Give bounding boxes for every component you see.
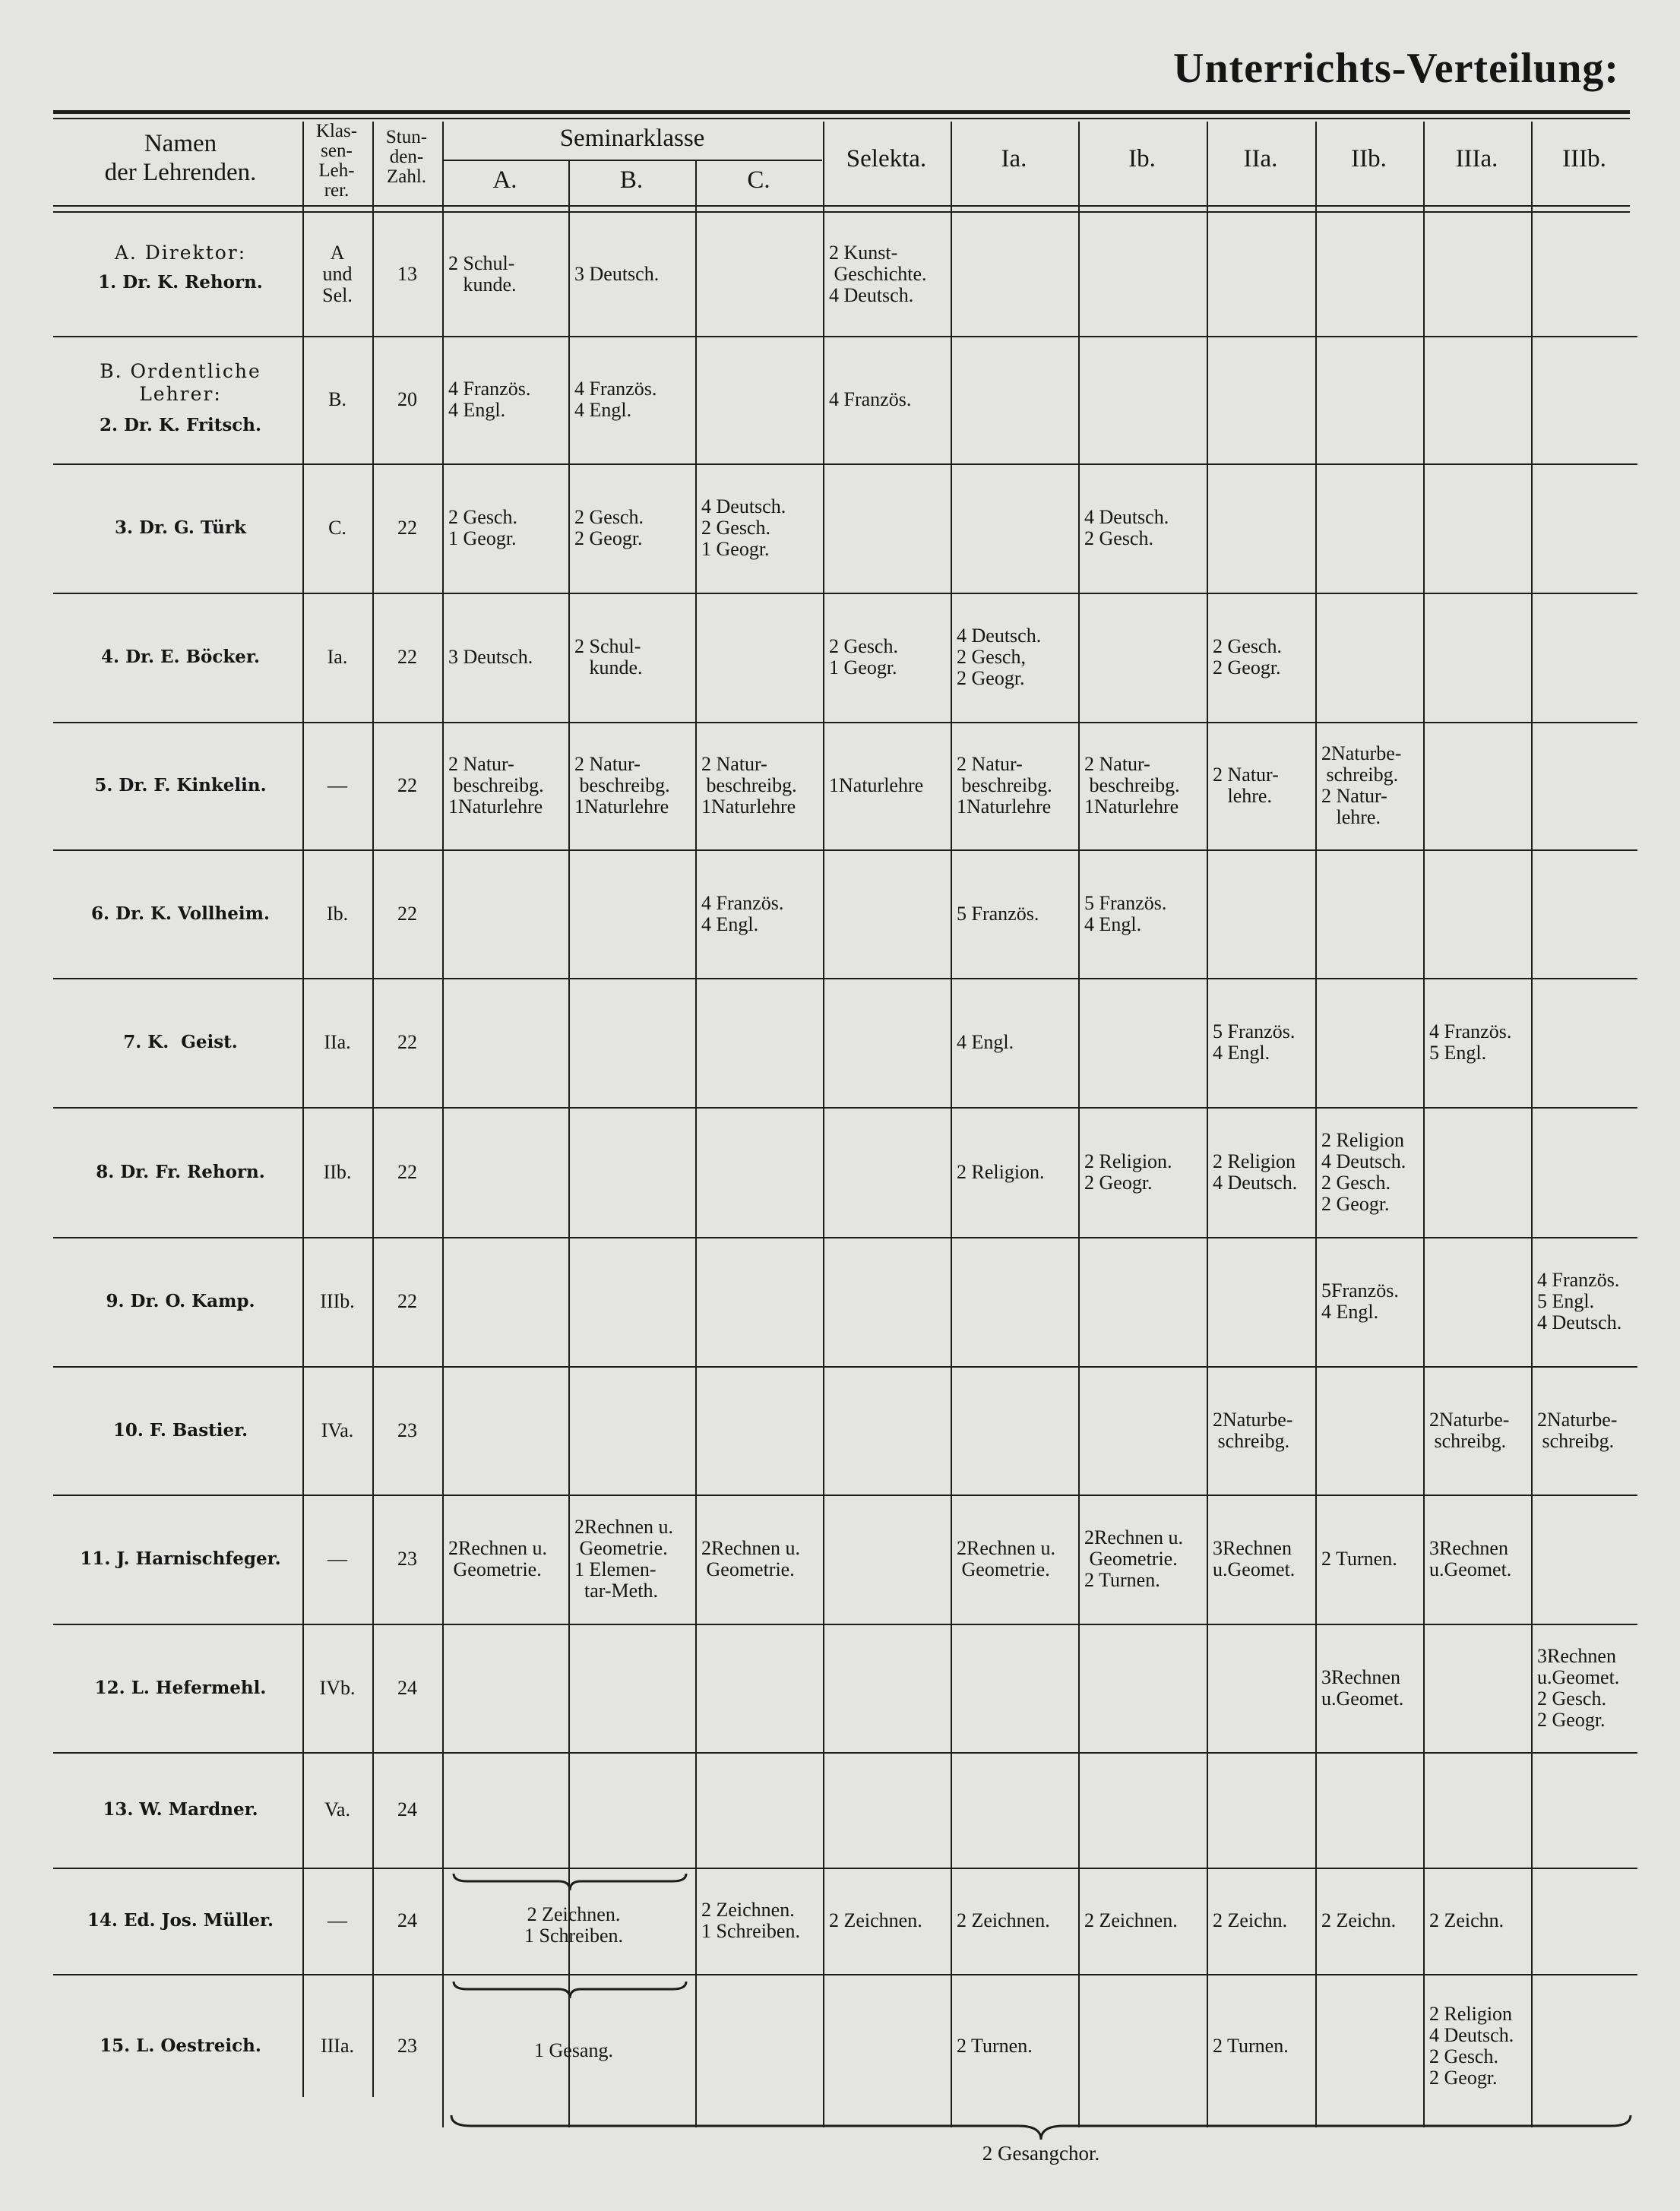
cell-ib: 2 Zeichnen. [1084,1909,1178,1931]
top-rule-thin [53,118,1630,119]
cell-iiia: 2Naturbe- schreibg. [1429,1408,1510,1452]
header-stundenzahl: Stun- den- Zahl. [385,127,428,187]
header-iib: IIb. [1351,145,1387,172]
cell-st: 24 [397,1909,417,1931]
cell-c: 2 Zeichnen. 1 Schreiben. [701,1899,800,1942]
cell-a: 3 Deutsch. [448,646,533,668]
cell-a: 2 Gesch. 1 Geogr. [448,506,517,549]
header-iiib: IIIb. [1562,145,1606,172]
cell-st: 22 [397,902,417,925]
cell-kl: Ib. [326,902,349,925]
row-rule [53,722,1637,723]
cell-st: 24 [397,1798,417,1820]
cell-st: 13 [397,263,417,285]
row-rule [53,1107,1637,1109]
cell-kl: IIIb. [320,1290,355,1312]
cell-kl: — [327,1909,347,1931]
cell-iia: 2Naturbe- schreibg. [1213,1408,1293,1452]
cell-iiia: 4 Französ. 5 Engl. [1429,1020,1512,1064]
cell-iia: 2 Religion 4 Deutsch. [1213,1150,1298,1194]
cell-sel: 1Naturlehre [829,774,924,796]
column-rule [1423,122,1425,2127]
teacher-name: 6. Dr. K. Vollheim. [91,903,270,924]
cell-ib: 4 Deutsch. 2 Gesch. [1084,506,1169,549]
cell-iiib: 4 Französ. 5 Engl. 4 Deutsch. [1537,1269,1622,1333]
cell-kl: C. [328,517,346,539]
column-rule [1207,122,1208,2127]
teacher-name: 1. Dr. K. Rehorn. [98,272,263,293]
cell-kl: IIb. [323,1160,352,1183]
category-direktor: A. Direktor: [114,242,247,264]
row-rule [53,1495,1637,1496]
cell-b: 2 Natur- beschreibg. 1Naturlehre [574,753,670,818]
teacher-name: 10. F. Bastier. [112,1419,248,1441]
cell-b: 2 Schul- kunde. [574,635,643,678]
brace-sem-ab-row14 [452,1871,688,1893]
cell-ia: 2 Turnen. [957,2035,1033,2057]
cell-st: 24 [397,1676,417,1699]
cell-ib: 2 Natur- beschreibg. 1Naturlehre [1084,753,1180,818]
row-rule [53,463,1637,465]
cell-iia: 3Rechnen u.Geomet. [1213,1537,1296,1580]
row-rule [53,1366,1637,1368]
row-rule [53,336,1637,337]
teacher-name: 15. L. Oestreich. [100,2035,261,2056]
cell-kl: A und Sel. [322,242,353,306]
cell-ia: 5 Französ. [957,902,1039,925]
header-klassenlehrer: Klas- sen- Leh- rer. [315,121,358,201]
teacher-name: 4. Dr. E. Böcker. [101,647,260,667]
column-rule [1531,122,1533,2127]
row-rule [53,849,1637,851]
header-iia: IIa. [1243,145,1278,172]
seminar-subheader-rule [442,160,822,161]
cell-a: 2 Schul- kunde. [448,252,517,296]
cell-kl: Ia. [327,646,348,668]
column-rule [951,122,952,2127]
cell-iiia: 2 Zeichn. [1429,1909,1504,1931]
cell-iib: 2 Turnen. [1321,1548,1397,1570]
row-rule [53,978,1637,979]
cell-kl: IIIa. [320,2035,354,2057]
cell-iib: 3Rechnen u.Geomet. [1321,1665,1404,1710]
cell-ia: 4 Deutsch. 2 Gesch, 2 Geogr. [957,625,1042,689]
cell-st: 23 [397,2035,417,2057]
teacher-name: 7. K. Geist. [123,1032,238,1052]
cell-iia: 5 Französ. 4 Engl. [1213,1020,1296,1064]
top-rule-thick [53,110,1630,114]
cell-c: 2 Natur- beschreibg. 1Naturlehre [701,753,797,818]
cell-iib: 2 Zeichn. [1321,1909,1397,1931]
cell-sel: 2 Gesch. 1 Geogr. [829,635,898,678]
cell-kl: B. [328,388,346,410]
cell-ib: 5 Französ. 4 Engl. [1084,891,1167,935]
header-sem-a: A. [492,166,517,194]
row-rule [53,1868,1637,1869]
cell-iia: 2 Gesch. 2 Geogr. [1213,635,1282,678]
cell-seminar-ab: 1 Gesang. [534,2039,613,2061]
column-rule [568,160,570,2127]
header-names: Namen der Lehrenden. [104,130,257,186]
cell-st: 22 [397,646,417,668]
cell-kl: — [327,774,347,796]
row-rule [53,593,1637,594]
teacher-name: 8. Dr. Fr. Rehorn. [96,1161,265,1182]
header-sem-c: C. [747,166,770,194]
cell-st: 23 [397,1419,417,1441]
cell-a: 4 Französ. 4 Engl. [448,378,531,421]
cell-ia: 4 Engl. [957,1031,1014,1053]
column-rule [1315,122,1317,2127]
cell-iiia: 3Rechnen u.Geomet. [1429,1537,1512,1580]
cell-ib: 2 Religion. 2 Geogr. [1084,1150,1172,1194]
cell-st: 22 [397,1160,417,1183]
header-bottom-rule-2 [53,211,1630,213]
cell-sel: 4 Französ. [829,388,912,410]
cell-a: 2Rechnen u. Geometrie. [448,1537,547,1580]
cell-iia: 2 Natur- lehre. [1213,764,1279,807]
cell-kl: IVa. [321,1419,354,1441]
cell-ia: 2Rechnen u. Geometrie. [957,1537,1055,1580]
cell-c: 4 Französ. 4 Engl. [701,891,784,935]
page-title: Unterrichts-Verteilung: [1172,45,1619,92]
teacher-name: 5. Dr. F. Kinkelin. [94,775,267,796]
cell-sel: 2 Zeichnen. [829,1909,922,1931]
brace-gesangchor [448,2114,1634,2144]
cell-b: 4 Französ. 4 Engl. [574,378,657,421]
cell-iib: 2 Religion 4 Deutsch. 2 Gesch. 2 Geogr. [1321,1128,1406,1215]
cell-kl: Va. [324,1798,350,1820]
cell-iia: 2 Zeichn. [1213,1909,1288,1931]
cell-b: 3 Deutsch. [574,263,660,285]
column-rule [823,122,824,2127]
cell-kl: — [327,1548,347,1570]
cell-c: 2Rechnen u. Geometrie. [701,1537,800,1580]
cell-iiia: 2 Religion 4 Deutsch. 2 Gesch. 2 Geogr. [1429,2003,1514,2089]
row-rule [53,1752,1637,1754]
cell-st: 22 [397,1031,417,1053]
cell-iib: 5Französ. 4 Engl. [1321,1279,1399,1323]
teacher-name: 14. Ed. Jos. Müller. [87,1910,274,1931]
cell-iia: 2 Turnen. [1213,2035,1289,2057]
teacher-name: 13. W. Mardner. [103,1799,258,1820]
cell-ib: 2Rechnen u. Geometrie. 2 Turnen. [1084,1526,1183,1591]
teacher-name: 11. J. Harnischfeger. [80,1548,281,1569]
column-rule [695,160,697,2127]
cell-iib: 2Naturbe- schreibg. 2 Natur- lehre. [1321,742,1402,828]
cell-ia: 2 Natur- beschreibg. 1Naturlehre [957,753,1052,818]
cell-st: 20 [397,388,417,410]
cell-iiib: 2Naturbe- schreibg. [1537,1408,1618,1452]
teacher-name: 2. Dr. K. Fritsch. [99,415,262,435]
cell-st: 22 [397,517,417,539]
brace-sem-ab-row15 [452,1979,688,2001]
teacher-name: 9. Dr. O. Kamp. [106,1291,255,1311]
cell-kl: IVb. [319,1676,356,1699]
header-iiia: IIIa. [1455,145,1498,172]
cell-a: 2 Natur- beschreibg. 1Naturlehre [448,753,544,818]
cell-ia: 2 Zeichnen. [957,1909,1050,1931]
cell-sel: 2 Kunst- Geschichte. 4 Deutsch. [829,242,927,306]
column-rule [1078,122,1080,2127]
header-sem-b: B. [619,166,644,194]
header-ib: Ib. [1128,145,1156,172]
teacher-name: 12. L. Hefermehl. [94,1677,267,1698]
cell-ia: 2 Religion. [957,1160,1045,1183]
cell-iiib: 3Rechnen u.Geomet. 2 Gesch. 2 Geogr. [1537,1644,1620,1731]
cell-seminar-ab: 2 Zeichnen. 1 Schreiben. [524,1903,623,1947]
category-ordentliche-lehrer: B. Ordentliche Lehrer: [100,360,261,405]
header-bottom-rule-1 [53,205,1630,207]
cell-kl: IIa. [324,1031,351,1053]
cell-c: 4 Deutsch. 2 Gesch. 1 Geogr. [701,495,786,560]
header-selekta: Selekta. [846,145,927,172]
cell-st: 22 [397,1290,417,1312]
header-ia: Ia. [1001,145,1027,172]
cell-b: 2 Gesch. 2 Geogr. [574,506,644,549]
header-seminarklasse: Seminarklasse [559,125,705,152]
teacher-name: 3. Dr. G. Türk [115,517,246,538]
cell-st: 23 [397,1548,417,1570]
cell-st: 22 [397,774,417,796]
row-rule [53,1237,1637,1238]
column-rule [442,122,444,2127]
footer-gesangchor: 2 Gesangchor. [982,2142,1100,2165]
cell-b: 2Rechnen u. Geometrie. 1 Elemen- tar-Meth. [574,1516,673,1602]
row-rule [53,1974,1637,1975]
row-rule [53,1624,1637,1625]
